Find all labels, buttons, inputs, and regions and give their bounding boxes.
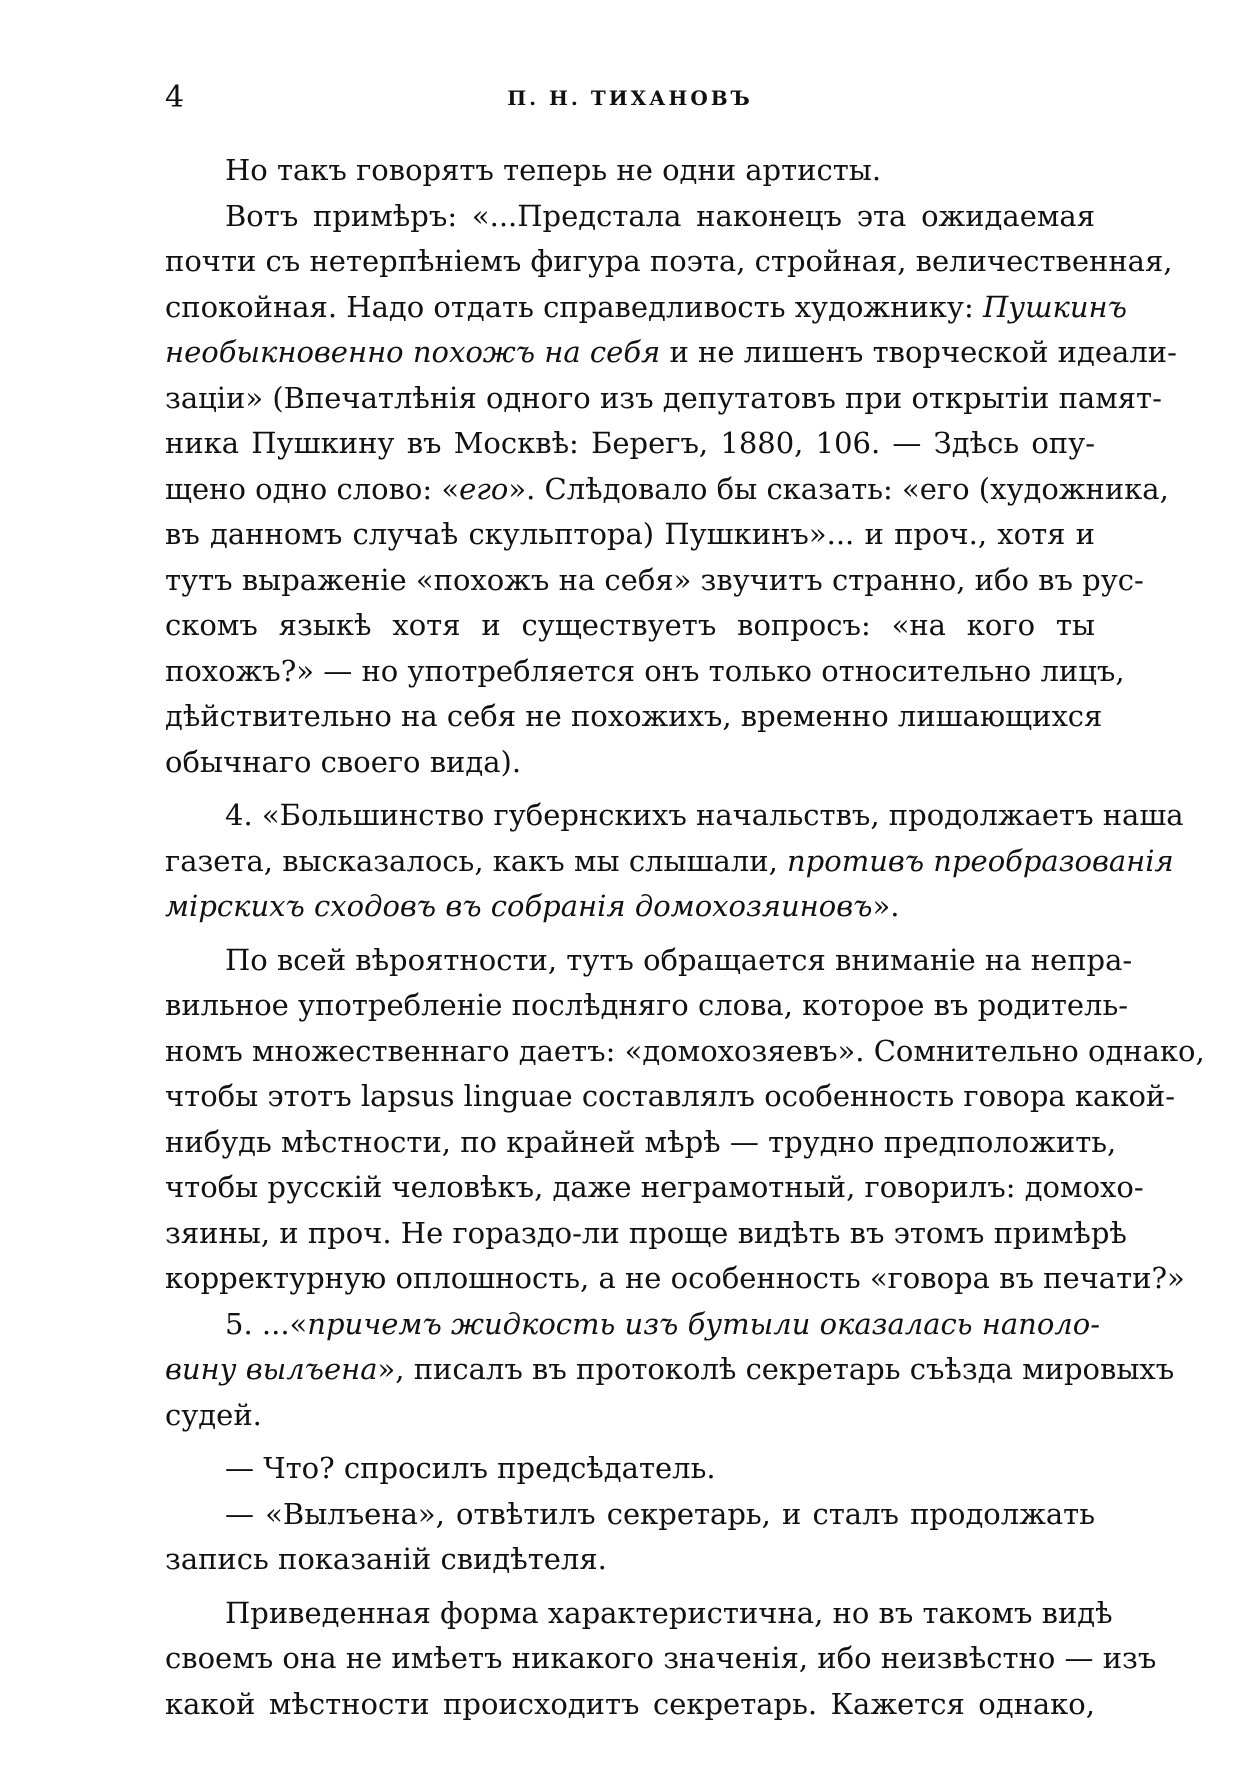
text-line: запись показаній свидѣтеля. <box>165 1542 607 1576</box>
text-line: своемъ она не имѣетъ никакого значенія, ибо неизвѣстно — изъ <box>165 1641 1157 1675</box>
text-line <box>165 330 1177 376</box>
text-line: — «Вылъена», отвѣтилъ секретарь, и сталъ продолжать <box>225 1496 1095 1531</box>
text-line: чтобы этотъ lapsus linguae составлялъ особенность говора какой- <box>165 1079 1176 1113</box>
text-span: газета, высказалось, какъ мы слышали, <box>165 843 787 878</box>
running-title: П. Н. ТИХАНОВЪ <box>507 86 753 110</box>
italic-span: его <box>459 471 509 506</box>
text-line: Но такъ говорятъ теперь не одни артисты. <box>225 153 882 187</box>
text-line: вильное употребленіе послѣдняго слова, которое въ родитель- <box>165 988 1129 1022</box>
text-line: судей. <box>165 1397 262 1432</box>
italic-span: Пушкинъ <box>982 289 1127 324</box>
text-line: похожъ?» — но употребляется онъ только относительно лицъ, <box>165 653 1125 688</box>
text-line <box>165 1347 1175 1393</box>
text-span: спокойная. Надо отдать справедливость художнику: <box>165 289 983 324</box>
text-line: какой мѣстности происходитъ секретарь. Кажется однако, <box>165 1686 1095 1721</box>
text-line: нибудь мѣстности, по крайней мѣрѣ — трудно предположить, <box>165 1124 1117 1159</box>
text-line <box>165 1302 1101 1348</box>
italic-span: причемъ жидкость изъ бутыли оказалась наполо- <box>307 1306 1101 1341</box>
text-line: заціи» (Впечатлѣнія одного изъ депутатовъ при открытіи памят- <box>165 380 1162 415</box>
text-line: тутъ выраженіе «похожъ на себя» звучитъ странно, ибо въ рус- <box>165 562 1144 597</box>
text-line <box>165 839 1174 885</box>
text-line: чтобы русскій человѣкъ, даже неграмотный, говорилъ: домохо- <box>165 1170 1144 1204</box>
text-line: зяины, и проч. Не гораздо-ли проще видѣть въ этомъ примѣрѣ <box>165 1215 1127 1250</box>
text-line <box>165 467 1169 513</box>
text-span: », писалъ въ протоколѣ секретарь съѣзда мировыхъ <box>377 1352 1175 1386</box>
page-number: 4 <box>165 80 185 115</box>
text-line: почти съ нетерпѣніемъ фигура поэта, стройная, величественная, <box>165 244 1173 278</box>
text-span: ». <box>872 889 900 923</box>
text-line: скомъ языкѣ хотя и существуетъ вопросъ: «на кого ты <box>165 608 1095 642</box>
text-span: щено одно слово: « <box>165 471 460 506</box>
text-line: Приведенная форма характеристична, но въ такомъ видѣ <box>225 1595 1113 1630</box>
text-line: въ данномъ случаѣ скульптора) Пушкинъ»... и проч., хотя и <box>165 517 1095 551</box>
text-line: номъ множественнаго даетъ: «домохозяевъ». Сомнительно однако, <box>165 1033 1205 1068</box>
italic-span: необыкновенно похожъ на себя <box>165 335 661 369</box>
body-text <box>165 148 1205 1727</box>
text-line <box>165 884 1095 930</box>
text-line <box>165 285 1127 331</box>
italic-span: вину вылъена <box>165 1352 378 1386</box>
italic-span: противъ преобразованія <box>787 843 1174 878</box>
text-span: и не лишенъ творческой идеали- <box>660 335 1177 369</box>
text-span: 5. ...« <box>225 1306 308 1341</box>
text-line: корректурную оплошность, а не особенность «говора въ печати?» <box>165 1261 1185 1295</box>
text-span: ». Слѣдовало бы сказать: «его (художника, <box>508 471 1169 506</box>
text-line: обычнаго своего вида). <box>165 744 522 779</box>
text-line: По всей вѣроятности, тутъ обращается вниманіе на непра- <box>225 942 1133 977</box>
text-line: Вотъ примѣръ: «...Предстала наконецъ эта ожидаемая <box>225 198 1095 233</box>
text-line: — Что? спросилъ предсѣдатель. <box>225 1451 716 1485</box>
text-line: ника Пушкину въ Москвѣ: Берегъ, 1880, 106. — Здѣсь опу- <box>165 426 1095 460</box>
page-header <box>165 78 1095 118</box>
italic-span: мірскихъ сходовъ въ собранія домохозяиновъ <box>165 889 873 923</box>
text-line: 4. «Большинство губернскихъ начальствъ, продолжаетъ наша <box>225 798 1184 832</box>
text-line: дѣйствительно на себя не похожихъ, временно лишающихся <box>165 699 1103 733</box>
